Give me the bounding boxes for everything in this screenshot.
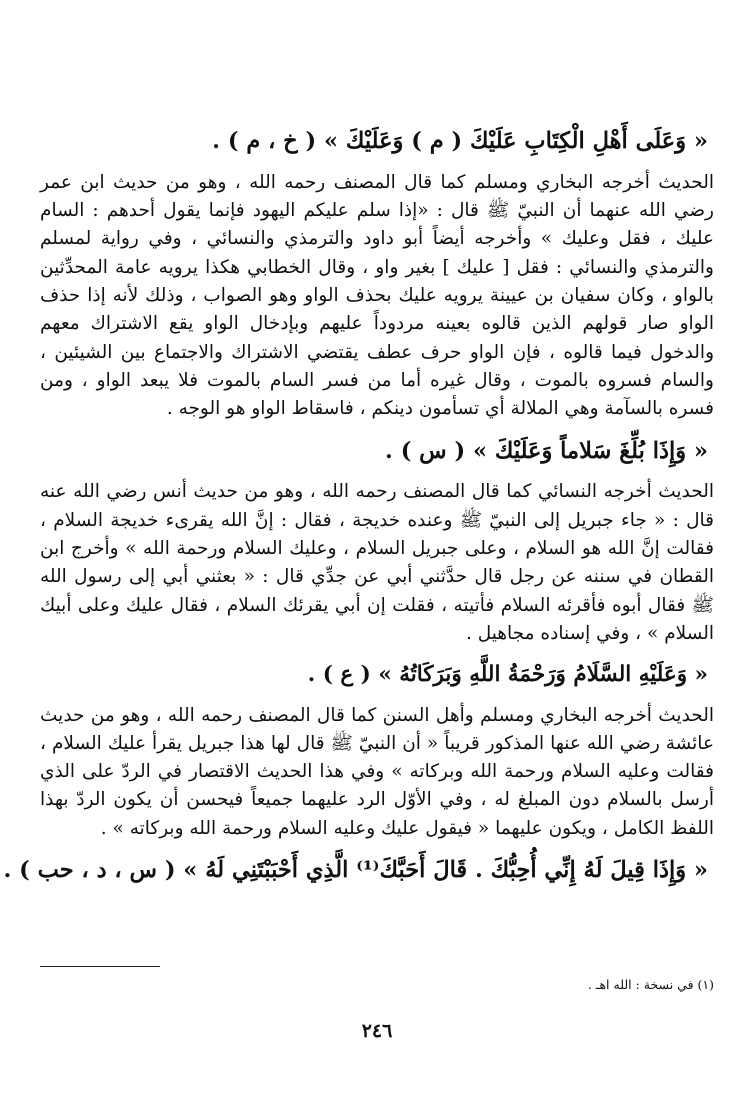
page-number: ٢٤٦ bbox=[361, 1020, 393, 1042]
section-heading-4: « وَإِذَا قِيلَ لَهُ إِنِّي أُحِبُّكَ . قَالَ أَحَبَّكَ⁽¹⁾ الَّذِي أَحْبَبْتَنِي لَهُ » ( س ، د ، حب ) . bbox=[3, 857, 708, 883]
section-body-2: الحديث أخرجه النسائي كما قال المصنف رحمه الله ، وهو من حديث أنس رضي الله عنه قال : « جاء جبريل إلى النبيّ ﷺ وعنده خديجة ، فقال : إنَّ الله يقرىء خديجة السلام ، فقالت إنَّ الله هو السلام ، وعلى جبريل السلام ، وعليك السلام ورحمة الله » وأخرج ابن القطان في سننه عن رجل قال حدَّثني أبي عن جدِّي قال : « بعثني أبي إلى رسول الله ﷺ فقال أبوه فأقرئه السلام فأتيته ، فقلت إن أبي يقرئك السلام ، فقال عليك وعلى أبيك السلام » ، وفي إسناده مجاهيل . bbox=[40, 481, 714, 644]
section-heading-3: « وَعَلَيْهِ السَّلَامُ وَرَحْمَةُ اللَّهِ وَبَرَكَاتُهُ » ( ع ) . bbox=[307, 662, 708, 688]
section-heading-1: « وَعَلَى أَهْلِ الْكِتَابِ عَلَيْكَ ( م ) وَعَلَيْكَ » ( خ ، م ) . bbox=[212, 128, 708, 154]
footnote: (١) في نسخة : الله اهـ . bbox=[587, 977, 714, 992]
section-heading-2: « وَإِذَا بُلِّغَ سَلاماً وَعَلَيْكَ » ( س ) . bbox=[385, 437, 708, 464]
section-body-3: الحديث أخرجه البخاري ومسلم وأهل السنن كما قال المصنف رحمه الله ، وهو من حديث عائشة رضي الله عنها المذكور قريباً « أن النبيّ ﷺ قال لها هذا جبريل يقرأ عليك السلام ، فقالت وعليه السلام ورحمة الله وبركاته » وفي هذا الحديث الاقتصار في الردّ على الذي أرسل بالسلام دون المبلغ له ، وفي الأوّل الرد عليهما جميعاً فيحسن أن يكون الردّ بهذا اللفظ الكامل ، ويكون عليهما « فيقول عليك وعليه السلام ورحمة الله وبركاته » . bbox=[40, 704, 714, 839]
section-body-1: الحديث أخرجه البخاري ومسلم كما قال المصنف رحمه الله ، وهو من حديث ابن عمر رضي الله عنهما أن النبيّ ﷺ قال : «إذا سلم عليكم اليهود فإنما يقول أحدهم : السام عليك ، فقل وعليك » وأخرجه أيضاً أبو داود والترمذي والنسائي ، وفي رواية لمسلم والترمذي والنسائي : فقل [ عليك ] بغير واو ، وقال الخطابي هكذا يرويه عامة المحدِّثين بالواو ، وكان سفيان بن عيينة يرويه عليك بحذف الواو وهو الصواب ، وذلك لأنه إذا حذف الواو صار قولهم الذين قالوه بعينه مردوداً عليهم وبإدخال الواو يقع الاشتراك معهم والدخول فيما قالوه ، فإن الواو حرف عطف يقتضي الاشتراك والاجتماع بين الشيئين ، والسام فسروه بالموت ، وقال غيره أما من فسر السام بالموت فلا يبعد الواو ، ومن فسره بالسآمة وهي الملالة أي تسأمون دينكم ، فاسقاط الواو هو الوجه . bbox=[40, 171, 714, 420]
footnote-divider bbox=[40, 966, 160, 967]
